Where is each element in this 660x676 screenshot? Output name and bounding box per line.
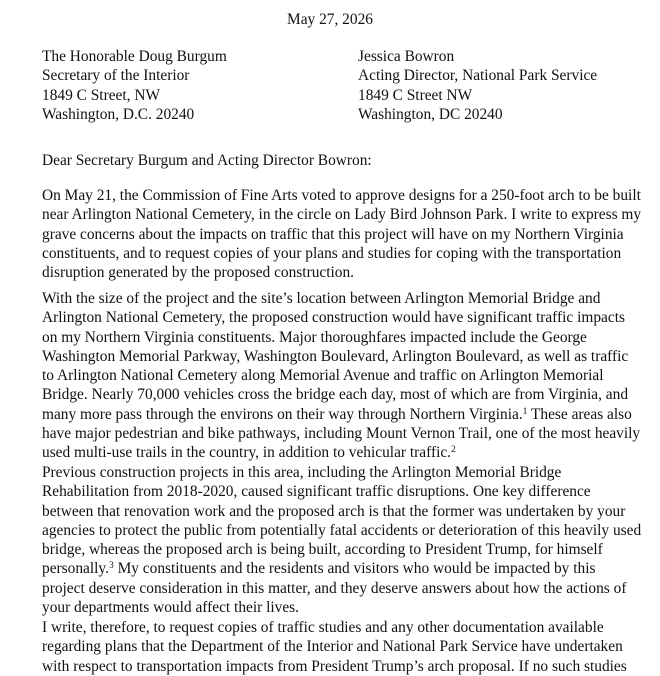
line-text: These areas also	[527, 405, 632, 423]
paragraph-line: with respect to transportation impacts from President Trump’s arch proposal. If no such studies	[42, 657, 627, 675]
footnote-marker: 1	[522, 406, 528, 417]
salutation: Dear Secretary Burgum and Acting Director Bowron:	[42, 152, 372, 169]
recipient-address-left	[42, 47, 227, 124]
paragraph-line	[42, 443, 642, 462]
paragraph-line: disruption generated by the proposed construction.	[42, 264, 355, 282]
recipient-street: 1849 C Street, NW	[42, 86, 160, 104]
footnote-marker: 3	[108, 561, 114, 572]
paragraph-line: On May 21, the Commission of Fine Arts voted to approve designs for a 250-foot arch to be built	[42, 187, 641, 204]
paragraph-line: With the size of the project and the site’s location between Arlington Memorial Bridge and	[42, 290, 601, 307]
recipient-name: The Honorable Doug Burgum	[42, 48, 227, 65]
body-paragraph-1	[42, 186, 642, 282]
paragraph-line: Previous construction projects in this area, including the Arlington Memorial Bridge	[42, 464, 562, 481]
recipient-name: Jessica Bowron	[358, 48, 455, 65]
footnote-marker: 2	[451, 445, 456, 456]
recipient-title: Acting Director, National Park Service	[358, 67, 598, 85]
paragraph-line: constituents, and to request copies of your plans and studies for coping with the transportation	[42, 244, 622, 262]
paragraph-line	[42, 405, 642, 424]
paragraph-line: have major pedestrian and bike pathways, including Mount Vernon Trail, one of the most heavily	[42, 425, 641, 443]
paragraph-line: regarding plans that the Department of the Interior and National Park Service have undertaken	[42, 638, 623, 656]
recipient-street: 1849 C Street NW	[358, 86, 473, 104]
body-paragraph-3	[42, 463, 642, 617]
body-paragraph-2	[42, 289, 642, 463]
line-text: personally.	[42, 560, 109, 578]
paragraph-line: on my Northern Virginia constituents. Major thoroughfares impacted include the George	[42, 328, 587, 346]
paragraph-line: near Arlington National Cemetery, in the circle on Lady Bird Johnson Park. I write to express my	[42, 206, 642, 224]
recipient-address-right	[358, 47, 597, 124]
paragraph-line: Bridge. Nearly 70,000 vehicles cross the bridge each day, most of which are from Virginia, and	[42, 386, 629, 404]
paragraph-line: Washington Memorial Parkway, Washington Boulevard, Arlington Boulevard, as well as traffic	[42, 347, 629, 365]
paragraph-line: agencies to protect the public from potentially fatal accidents or deterioration of this heavily used	[42, 521, 642, 539]
paragraph-line: between that renovation work and the proposed arch is that the former was undertaken by your	[42, 502, 626, 520]
recipient-title: Secretary of the Interior	[42, 67, 190, 85]
paragraph-line: I write, therefore, to request copies of traffic studies and any other documentation available	[42, 619, 604, 636]
paragraph-line: bridge, whereas the proposed arch is being built, according to President Trump, for himself	[42, 541, 603, 559]
paragraph-line: to Arlington National Cemetery along Memorial Avenue and traffic on Arlington Memorial	[42, 367, 604, 385]
paragraph-line: Rehabilitation from 2018-2020, caused significant traffic disruptions. One key difference	[42, 483, 591, 501]
line-text: My constituents and the residents and visitors who would be impacted by this	[113, 560, 596, 578]
paragraph-line	[42, 559, 642, 578]
letter-date: May 27, 2026	[287, 11, 373, 28]
line-text: many more pass through the environs on their way through Northern Virginia.	[42, 405, 523, 423]
paragraph-line: grave concerns about the impacts on traffic that this project will have on my Northern Virginia	[42, 225, 624, 243]
recipient-city: Washington, D.C. 20240	[42, 105, 195, 123]
line-text: used multi-use trails in the country, in addition to vehicular traffic.	[42, 444, 452, 462]
paragraph-line: Arlington National Cemetery, the proposed construction would have significant traffic impacts	[42, 309, 625, 327]
body-paragraph-4	[42, 618, 642, 676]
recipient-city: Washington, DC 20240	[358, 105, 503, 123]
paragraph-line: project deserve consideration in this matter, and they deserve answers about how the actions of	[42, 579, 627, 597]
paragraph-line: your departments would affect their lives.	[42, 599, 300, 617]
